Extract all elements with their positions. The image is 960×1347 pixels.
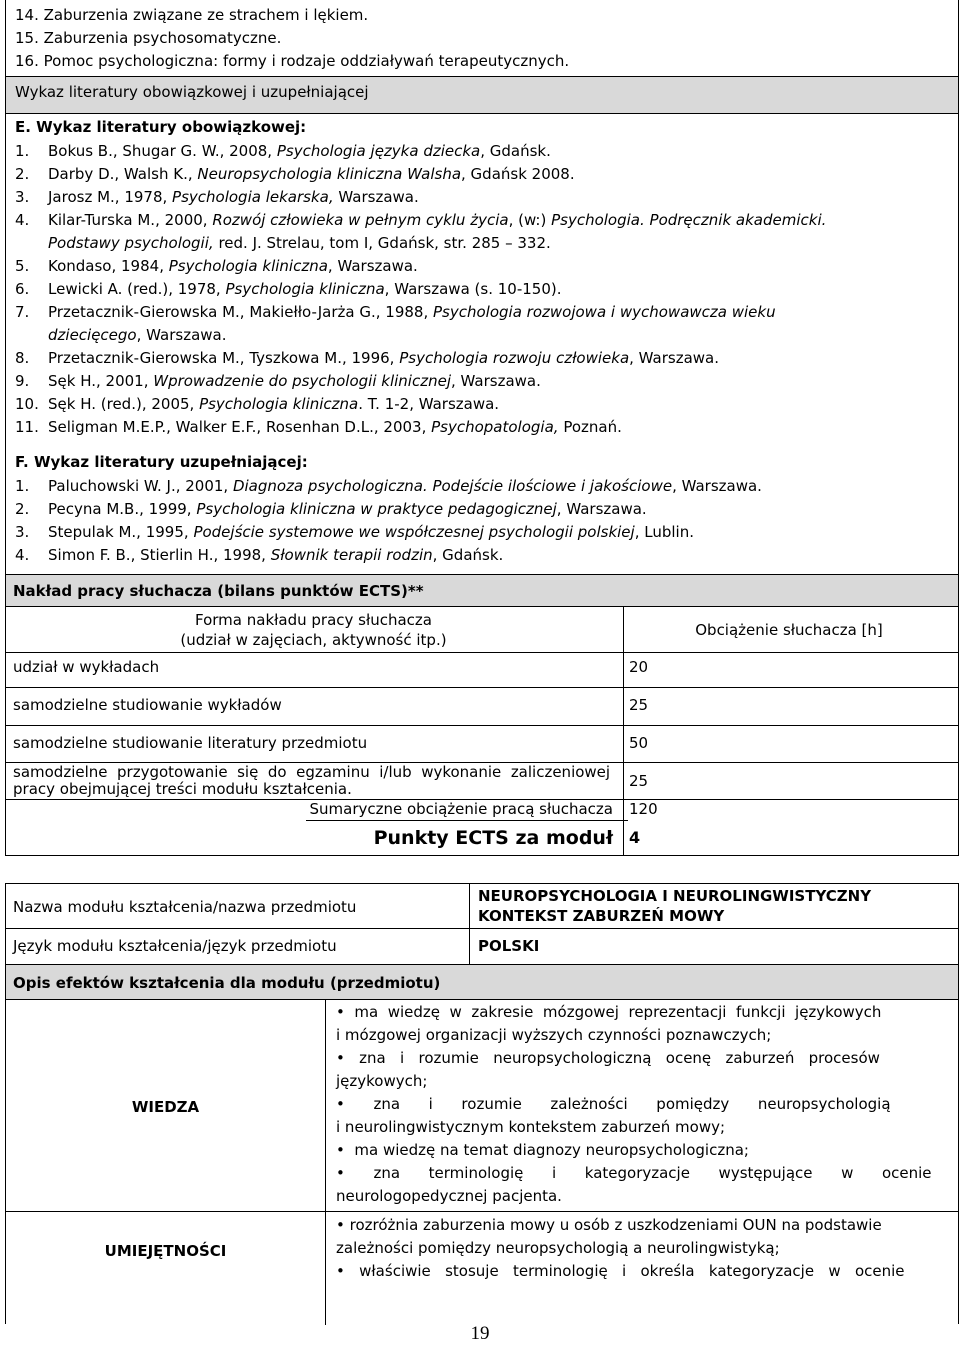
list-item: 2. Darby D., Walsh K., Neuropsychologia kliniczna Walsha, Gdańsk 2008. (15, 165, 575, 183)
list-item: 16. Pomoc psychologiczna: formy i rodzaje oddziaływań terapeutycznych. (15, 52, 570, 70)
list-item: 9. Sęk H., 2001, Wprowadzenie do psychologii klinicznej, Warszawa. (15, 372, 541, 390)
workload-heading-row (6, 575, 958, 606)
workload-row-label: udział w wykładach (13, 658, 160, 676)
list-item-continuation: Podstawy psychologii, red. J. Strelau, tom I, Gdańsk, str. 285 – 332. (48, 234, 551, 252)
supplementary-heading: F. Wykaz literatury uzupełniającej: (15, 453, 308, 471)
workload-row-label: samodzielne studiowanie wykładów (13, 696, 282, 714)
list-item: 10. Sęk H. (red.), 2005, Psychologia kliniczna. T. 1-2, Warszawa. (15, 395, 500, 413)
workload-row-value: 50 (629, 734, 649, 752)
list-item: 8. Przetacznik-Gierowska M., Tyszkowa M., 1996, Psychologia rozwoju człowieka, Warszawa. (15, 349, 720, 367)
list-item: 14. Zaburzenia związane ze strachem i lękiem. (15, 6, 369, 24)
outcomes-heading-row (6, 965, 958, 999)
umiejetnosci-label: UMIEJĘTNOŚCI (104, 1242, 227, 1260)
umiejetnosci-list (336, 1214, 950, 1283)
literature-heading-row (6, 77, 958, 113)
list-item: • zna terminologię i kategoryzacje występujące w ocenie neurologopedycznej pacjenta. (336, 1164, 932, 1205)
workload-row-value: 25 (629, 772, 649, 790)
module-lang-value: POLSKI (478, 937, 540, 955)
module-name-value: NEUROPSYCHOLOGIA I NEUROLINGWISTYCZNY KONTEKST ZABURZEŃ MOWY (478, 887, 872, 925)
workload-col1-header: Forma nakładu pracy słuchacza (udział w zajęciach, aktywność itp.) (180, 611, 447, 649)
list-item: • zna i rozumie neuropsychologiczną ocenę zaburzeń procesów językowych; (336, 1049, 880, 1090)
list-item: 5. Kondaso, 1984, Psychologia kliniczna, Warszawa. (15, 257, 418, 275)
list-item: 15. Zaburzenia psychosomatyczne. (15, 29, 282, 47)
list-item: • rozróżnia zaburzenia mowy u osób z uszkodzeniami OUN na podstawie zależności pomiędzy neuropsychologią a neurolingwistyką; (336, 1216, 882, 1257)
list-item: 1. Paluchowski W. J., 2001, Diagnoza psychologiczna. Podejście ilościowe i jakościowe, Warszawa. (15, 477, 762, 495)
module-table (5, 883, 959, 965)
wiedza-label: WIEDZA (131, 1098, 200, 1116)
workload-sum-value: 120 (629, 800, 658, 818)
ects-label: Punkty ECTS za moduł (373, 827, 613, 849)
list-item: 2. Pecyna M.B., 1999, Psychologia kliniczna w praktyce pedagogicznej, Warszawa. (15, 500, 647, 518)
workload-sum-label: Sumaryczne obciążenie pracą słuchacza (309, 800, 613, 818)
mandatory-heading: E. Wykaz literatury obowiązkowej: (15, 118, 307, 136)
list-item: 4. Kilar-Turska M., 2000, Rozwój człowieka w pełnym cyklu życia, (w:) Psychologia. Podręcznik akademicki. (15, 211, 827, 229)
workload-row-label: samodzielne przygotowanie się do egzaminu i/lub wykonanie zaliczeniowej pracy obejmującej treści modułu kształcenia. (13, 763, 611, 798)
workload-row-label: samodzielne studiowanie literatury przedmiotu (13, 734, 368, 752)
workload-col2-header: Obciążenie słuchacza [h] (695, 621, 883, 639)
workload-heading: Nakład pracy słuchacza (bilans punktów ECTS)** (13, 582, 424, 600)
page-number: 19 (470, 1323, 490, 1344)
ects-value: 4 (629, 828, 641, 847)
list-item: 3. Stepulak M., 1995, Podejście systemowe we współczesnej psychologii polskiej, Lublin. (15, 523, 694, 541)
list-item-continuation: dziecięcego, Warszawa. (48, 326, 227, 344)
list-item: • zna i rozumie zależności pomiędzy neuropsychologią i neurolingwistycznym kontekstem zaburzeń mowy; (336, 1095, 891, 1136)
literature-heading: Wykaz literatury obowiązkowej i uzupełniającej (15, 83, 369, 101)
list-item: 3. Jarosz M., 1978, Psychologia lekarska, Warszawa. (15, 188, 419, 206)
workload-table (5, 574, 959, 856)
list-item: 6. Lewicki A. (red.), 1978, Psychologia kliniczna, Warszawa (s. 10-150). (15, 280, 562, 298)
workload-row-value: 20 (629, 658, 649, 676)
outcomes-table (5, 964, 959, 1324)
list-item: 4. Simon F. B., Stierlin H., 1998, Słownik terapii rodzin, Gdańsk. (15, 546, 504, 564)
outcomes-heading: Opis efektów kształcenia dla modułu (przedmiotu) (13, 974, 441, 992)
module-lang-label: Język modułu kształcenia/język przedmiotu (13, 937, 337, 955)
list-item: 11. Seligman M.E.P., Walker E.F., Rosenhan D.L., 2003, Psychopatologia, Poznań. (15, 418, 622, 436)
list-item: • ma wiedzę na temat diagnozy neuropsychologiczna; (336, 1141, 749, 1159)
list-item: • ma wiedzę w zakresie mózgowej reprezentacji funkcji językowych i mózgowej organizacji wyższych czynności poznawczych; (336, 1003, 882, 1044)
workload-row-value: 25 (629, 696, 649, 714)
literature-frame (5, 0, 959, 575)
list-item: 7. Przetacznik-Gierowska M., Makiełło-Jarża G., 1988, Psychologia rozwojowa i wychowawcza wieku (15, 303, 776, 321)
list-item: 1. Bokus B., Shugar G. W., 2008, Psychologia języka dziecka, Gdańsk. (15, 142, 551, 160)
wiedza-list (336, 1001, 950, 1208)
module-name-label: Nazwa modułu kształcenia/nazwa przedmiotu (13, 898, 357, 916)
list-item: • właściwie stosuje terminologię i określa kategoryzacje w ocenie (336, 1262, 905, 1280)
